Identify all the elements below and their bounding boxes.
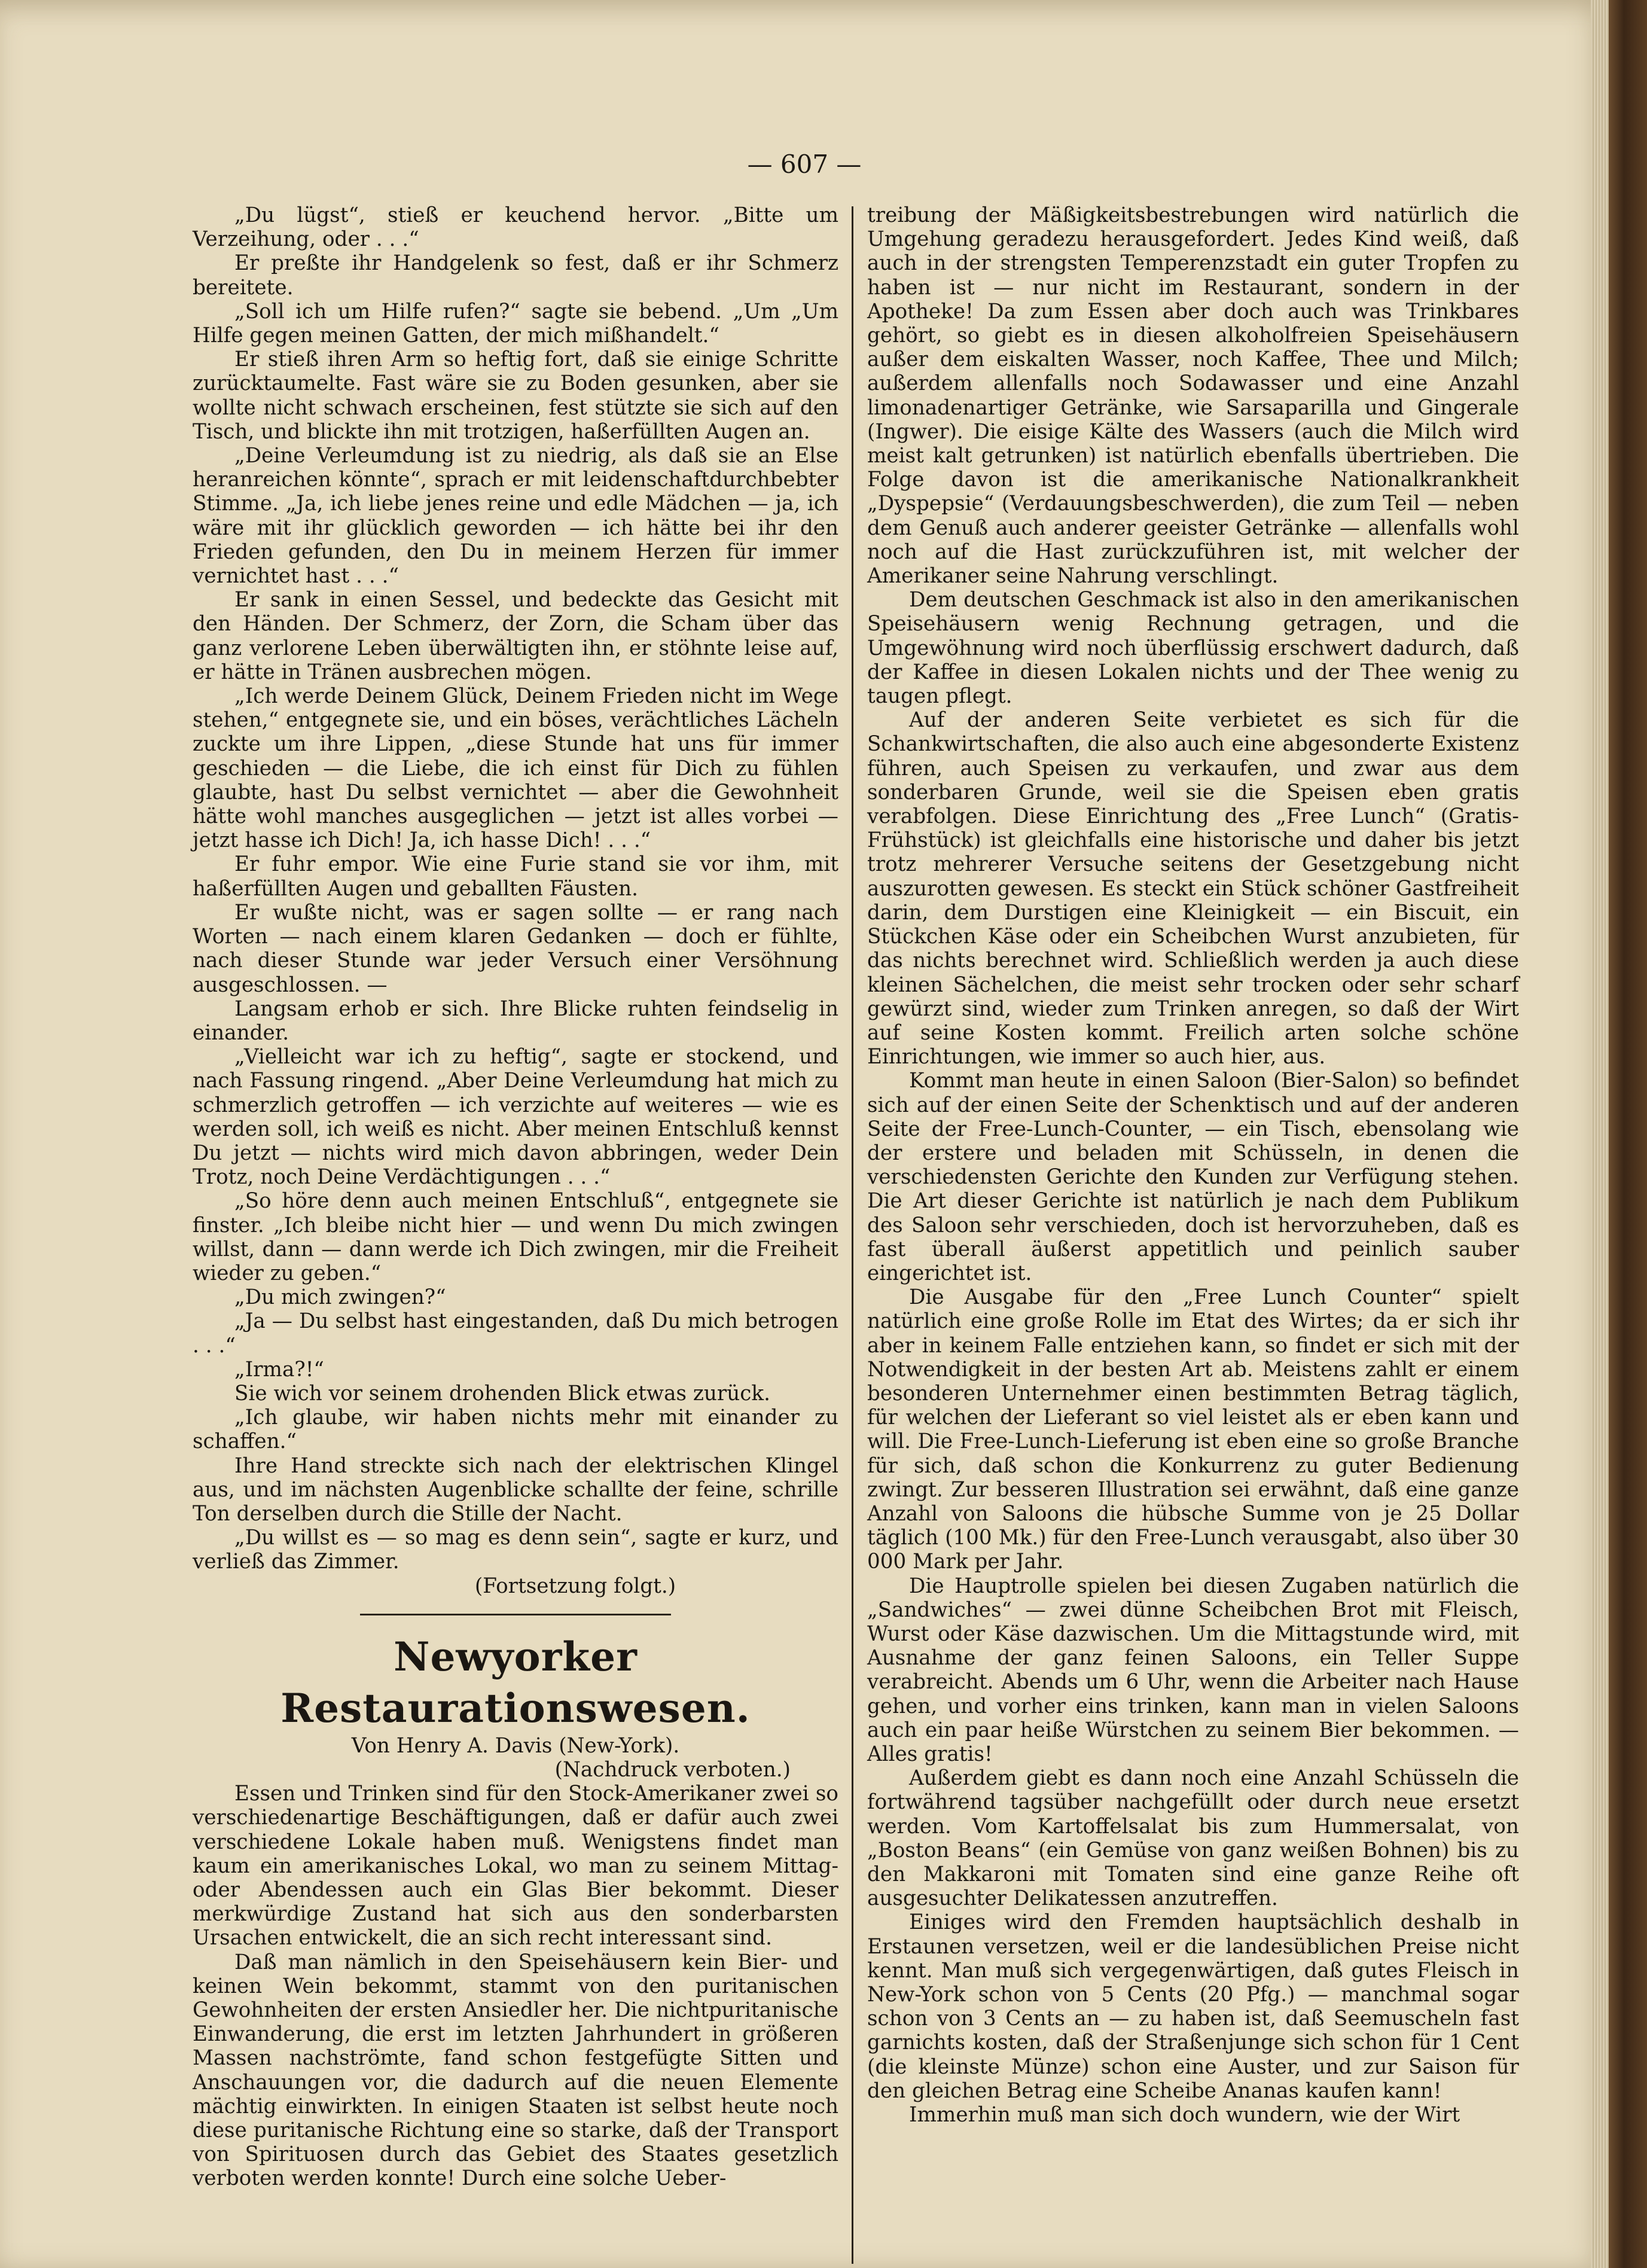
paragraph: „So höre denn auch meinen Entschluß“, entgegnete sie finster. „Ich bleibe nicht hier — und wenn Du mich zwingen willst, dann — dann werde ich Dich zwingen, mir die Freiheit wieder zu geben.“ (193, 1189, 838, 1285)
book-spine (1609, 0, 1647, 2268)
article-headline: Newyorker Restaurationswesen. (280, 1633, 751, 1732)
paragraph: „Ja — Du selbst hast eingestanden, daß Du mich betrogen . . .“ (193, 1309, 838, 1358)
story-text (193, 203, 838, 1574)
left-column (193, 203, 838, 2191)
paragraph: Er wußte nicht, was er sagen sollte — er rang nach Worten — nach einem klaren Gedanken — doch er fühlte, nach dieser Stunde war jeder Versuch einer Versöhnung ausgeschlossen. — (193, 900, 838, 997)
paragraph: treibung der Mäßigkeitsbestrebungen wird natürlich die Umgehung geradezu herausgefordert. Jedes Kind weiß, daß auch in der strengsten Temperenzstadt ein guter Tropfen zu haben ist — nur nicht im Restaurant, sondern in der Apotheke! Da zum Essen aber doch auch was Trinkbares gehört, so giebt es in diesen alkoholfreien Speisehäusern außer dem eiskalten Wasser, noch Kaffee, Thee und Milch; außerdem allenfalls noch Sodawasser und eine Anzahl limonadenartiger Getränke, wie Sarsaparilla und Gingerale (Ingwer). Die eisige Kälte des Wassers (auch die Milch wird meist kalt getrunken) ist natürlich ebenfalls übertrieben. Die Folge davon ist die amerikanische Nationalkrankheit „Dyspepsie“ (Verdauungsbeschwerden), die zum Teil — neben dem Genuß auch anderer geeister Getränke — allenfalls wohl noch auf die Hast zurückzuführen ist, mit welcher der Amerikaner seine Nahrung verschlingt. (867, 203, 1519, 589)
paragraph: Ihre Hand streckte sich nach der elektrischen Klingel aus, und im nächsten Augenblicke schallte der feine, schrille Ton derselben durch die Stille der Nacht. (193, 1453, 838, 1526)
paragraph: Daß man nämlich in den Speisehäusern kein Bier- und keinen Wein bekommt, stammt von den puritanischen Gewohnheiten der ersten Ansiedler her. Die nichtpuritanische Einwanderung, die erst im letzten Jahrhundert in größeren Massen nachströmte, fand schon festgefügte Sitten und Anschauungen vor, die dadurch auf die neuen Elemente mächtig einwirkten. In einigen Staaten ist selbst heute noch diese puritanische Richtung eine so starke, daß der Transport von Spirituosen durch das Gebiet des Staates gesetzlich verboten werden konnte! Durch eine solche Ueber- (193, 1950, 838, 2191)
paragraph: Immerhin muß man sich doch wundern, wie der Wirt (909, 2103, 1460, 2127)
page-edge (1591, 0, 1609, 2268)
paragraph: Einiges wird den Fremden hauptsächlich deshalb in Erstaunen versetzen, weil er die landesüblichen Preise nicht kennt. Man muß sich vergegenwärtigen, daß gutes Fleisch in New-York schon von 5 Cents (20 Pfg.) — manchmal sogar schon von 3 Cents an — zu haben ist, daß Seemuscheln fast garnichts kosten, daß der Straßenjunge sich schon für 1 Cent (die kleinste Münze) schon eine Auster, und zur Saison für den gleichen Betrag eine Scheibe Ananas kaufen kann! (867, 1910, 1519, 2103)
column-rule (852, 206, 853, 2264)
paragraph: „Irma?!“ (234, 1357, 324, 1382)
paragraph: „Du lügst“, stieß er keuchend hervor. „Bitte um Verzeihung, oder . . .“ (193, 203, 838, 252)
paragraph: Kommt man heute in einen Saloon (Bier-Salon) so befindet sich auf der einen Seite der Schenktisch und auf der anderen Seite der Free-Lunch-Counter, — ein Tisch, ebensolang wie der erstere und beladen mit Schüsseln, in denen die verschiedensten Gerichte den Kunden zur Verfügung stehen. Die Art dieser Gerichte ist natürlich je nach dem Publikum des Saloon sehr verschieden, doch ist hervorzuheben, daß es fast überall äußerst appetitlich und peinlich sauber eingerichtet ist. (867, 1069, 1519, 1285)
paragraph: Er preßte ihr Handgelenk so fest, daß er ihr Schmerz bereitete. (193, 251, 838, 300)
right-column (867, 203, 1519, 2127)
article-text-left (193, 1782, 838, 2190)
paragraph: „Vielleicht war ich zu heftig“, sagte er stockend, und nach Fassung ringend. „Aber Deine Verleumdung hat mich zu schmerzlich getroffen — ich verzichte auf weiteres — wie es werden soll, ich weiß es nicht. Aber meinen Entschluß kennst Du jetzt — nichts wird mich davon abbringen, weder Dein Trotz, noch Deine Verdächtigungen . . .“ (193, 1045, 838, 1190)
paragraph: „Soll ich um Hilfe rufen?“ sagte sie bebend. „Um „Um Hilfe gegen meinen Gatten, der mich mißhandelt.“ (193, 299, 838, 348)
paragraph: Er fuhr empor. Wie eine Furie stand sie vor ihm, mit haßerfüllten Augen und geballten Fäusten. (193, 852, 838, 901)
paragraph: „Ich werde Deinem Glück, Deinem Frieden nicht im Wege stehen,“ entgegnete sie, und ein böses, verächtliches Lächeln zuckte um ihre Lippen, „diese Stunde hat uns für immer geschieden — die Liebe, die ich einst für Dich zu fühlen glaubte, hast Du selbst vernichtet — aber die Gewohnheit hätte wohl manches ausgeglichen — jetzt ist alles vorbei — jetzt hasse ich Dich! Ja, ich hasse Dich! . . .“ (193, 684, 838, 853)
paragraph: Sie wich vor seinem drohenden Blick etwas zurück. (234, 1381, 770, 1406)
reprint-note: (Nachdruck verboten.) (554, 1757, 791, 1782)
paragraph: Dem deutschen Geschmack ist also in den amerikanischen Speisehäusern wenig Rechnung getragen, und die Umgewöhnung wird noch überflüssig erschwert dadurch, daß der Kaffee in diesen Lokalen nichts und der Thee wenig zu taugen pflegt. (867, 588, 1519, 709)
paragraph: Er stieß ihren Arm so heftig fort, daß sie einige Schritte zurücktaumelte. Fast wäre sie zu Boden gesunken, aber sie wollte nicht schwach erscheinen, fest stützte sie sich auf den Tisch, und blickte ihn mit trotzigen, haßerfüllten Augen an. (193, 347, 838, 444)
paragraph: Auf der anderen Seite verbietet es sich für die Schankwirtschaften, die also auch eine abgesonderte Existenz führen, auch Speisen zu verkaufen, und zwar aus dem sonderbaren Grunde, weil sie die Speisen eben gratis verabfolgen. Diese Einrichtung des „Free Lunch“ (Gratis-Frühstück) ist gleichfalls eine historische und daher bis jetzt trotz mehrerer Versuche seitens der Gesetzgebung nicht auszurotten gewesen. Es steckt ein Stück schöner Gastfreiheit darin, dem Durstigen eine Kleinigkeit — ein Biscuit, ein Stückchen Käse oder ein Scheibchen Wurst anzubieten, für das nichts berechnet wird. Schließlich werden ja auch diese kleinen Sächelchen, die meist sehr trocken oder sehr scharf gewürzt sind, wieder zum Trinken anregen, so daß der Wirt auf seine Kosten kommt. Freilich arten solche schöne Einrichtungen, wie immer so auch hier, aus. (867, 708, 1519, 1069)
paragraph: Außerdem giebt es dann noch eine Anzahl Schüsseln die fortwährend tagsüber nachgefüllt oder durch neue ersetzt werden. Vom Kartoffelsalat bis zum Hummersalat, von „Boston Beans“ (ein Gemüse von ganz weißen Bohnen) bis zu den Makkaroni mit Tomaten sind eine ganze Reihe oft ausgesuchter Delikatessen anzutreffen. (867, 1766, 1519, 1911)
continuation-note: (Fortsetzung folgt.) (474, 1574, 676, 1598)
paragraph: „Ich glaube, wir haben nichts mehr mit einander zu schaffen.“ (193, 1406, 838, 1454)
paragraph: Er sank in einen Sessel, und bedeckte das Gesicht mit den Händen. Der Schmerz, der Zorn, die Scham über das ganz verlorene Leben überwältigten ihn, er stöhnte leise auf, er hätte in Tränen ausbrechen mögen. (193, 588, 838, 684)
article-text-right (867, 203, 1519, 2127)
paragraph: „Du mich zwingen?“ (234, 1285, 446, 1310)
section-divider (360, 1614, 671, 1615)
paragraph: Langsam erhob er sich. Ihre Blicke ruhten feindselig in einander. (193, 996, 838, 1045)
paragraph: Essen und Trinken sind für den Stock-Amerikaner zwei so verschiedenartige Beschäftigungen, daß er dafür auch zwei verschiedene Lokale haben muß. Wenigstens findet man kaum ein amerikanisches Lokal, wo man zu seinem Mittag- oder Abendessen auch ein Glas Bier bekommt. Dieser merkwürdige Zustand hat sich aus den sonderbarsten Ursachen entwickelt, die an sich recht interessant sind. (193, 1782, 838, 1950)
page-number: — 607 — (747, 150, 862, 179)
paragraph: Die Hauptrolle spielen bei diesen Zugaben natürlich die „Sandwiches“ — zwei dünne Scheibchen Brot mit Fleisch, Wurst oder Käse dazwischen. Um die Mittagstunde wird, mit Ausnahme der ganz feinen Saloons, ein Teller Suppe verabreicht. Abends um 6 Uhr, wenn die Arbeiter nach Hause gehen, und vorher eins trinken, kann man in vielen Saloons auch ein paar heiße Würstchen zu seinem Bier bekommen. — Alles gratis! (867, 1574, 1519, 1766)
paragraph: Die Ausgabe für den „Free Lunch Counter“ spielt natürlich eine große Rolle im Etat des Wirtes; da er sich ihr aber in keinem Falle entziehen kann, so findet er sich mit der Notwendigkeit in der besten Art ab. Meistens zahlt er einem besonderen Unternehmer einen bestimmten Betrag täglich, für welchen der Lieferant so viel leistet als er eben kann und will. Die Free-Lunch-Lieferung ist eben eine so große Branche für sich, daß schon die Konkurrenz zu guter Bedienung zwingt. Zur besseren Illustration sei erwähnt, daß eine ganze Anzahl von Saloons die hübsche Summe von je 25 Dollar täglich (100 Mk.) für den Free-Lunch verausgabt, also über 30 000 Mark per Jahr. (867, 1285, 1519, 1574)
paragraph: „Du willst es — so mag es denn sein“, sagte er kurz, und verließ das Zimmer. (193, 1526, 838, 1574)
paragraph: „Deine Verleumdung ist zu niedrig, als daß sie an Else heranreichen könnte“, sprach er mit leidenschaftdurchbebter Stimme. „Ja, ich liebe jenes reine und edle Mädchen — ja, ich wäre mit ihr glücklich geworden — ich hätte bei ihr den Frieden gefunden, den Du in meinem Herzen für immer vernichtet hast . . .“ (193, 444, 838, 589)
article-byline: Von Henry A. Davis (New-York). (351, 1733, 680, 1758)
